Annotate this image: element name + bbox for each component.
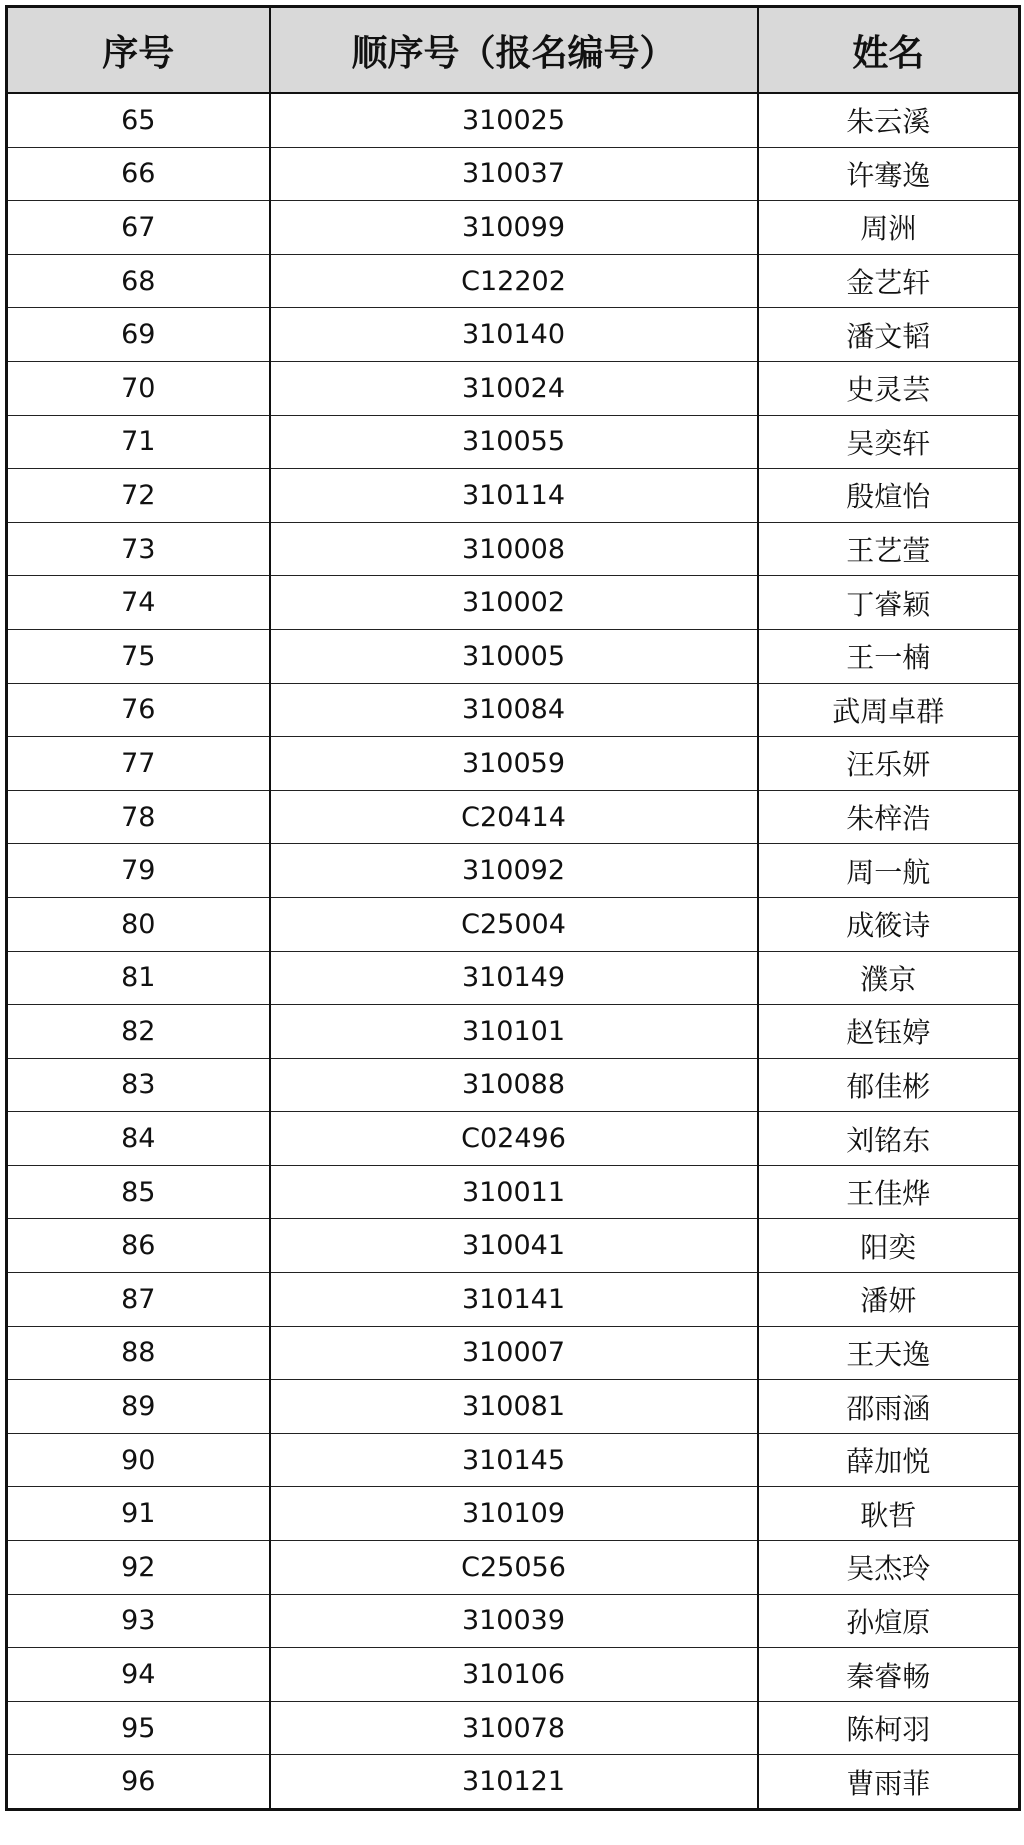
seq-cell: 67	[7, 201, 270, 255]
registration-id-cell: 310141	[270, 1273, 758, 1327]
name-cell: 周洲	[758, 201, 1020, 255]
table-row	[7, 1380, 1020, 1434]
registration-id-cell: 310008	[270, 522, 758, 576]
seq-cell: 94	[7, 1648, 270, 1702]
table-row	[7, 1433, 1020, 1487]
name-cell: 濮京	[758, 951, 1020, 1005]
table-row	[7, 415, 1020, 469]
table-row	[7, 1541, 1020, 1595]
registration-id-cell: 310055	[270, 415, 758, 469]
name-cell: 薛加悦	[758, 1433, 1020, 1487]
registration-id-cell: C20414	[270, 790, 758, 844]
name-cell: 潘妍	[758, 1273, 1020, 1327]
seq-cell: 79	[7, 844, 270, 898]
name-cell: 金艺轩	[758, 254, 1020, 308]
table-row	[7, 1165, 1020, 1219]
seq-cell: 84	[7, 1112, 270, 1166]
registration-id-cell: 310099	[270, 201, 758, 255]
seq-cell: 75	[7, 629, 270, 683]
name-cell: 周一航	[758, 844, 1020, 898]
name-cell: 王天逸	[758, 1326, 1020, 1380]
name-cell: 吴杰玲	[758, 1541, 1020, 1595]
seq-cell: 96	[7, 1755, 270, 1810]
seq-cell: 90	[7, 1433, 270, 1487]
name-cell: 武周卓群	[758, 683, 1020, 737]
name-cell: 丁睿颖	[758, 576, 1020, 630]
registration-id-cell: 310140	[270, 308, 758, 362]
table-row	[7, 93, 1020, 147]
name-cell: 王一楠	[758, 629, 1020, 683]
seq-cell: 89	[7, 1380, 270, 1434]
name-cell: 阳奕	[758, 1219, 1020, 1273]
registration-id-cell: 310024	[270, 361, 758, 415]
seq-cell: 88	[7, 1326, 270, 1380]
registration-id-cell: 310092	[270, 844, 758, 898]
table-row	[7, 1326, 1020, 1380]
table-row	[7, 308, 1020, 362]
registration-id-cell: 310037	[270, 147, 758, 201]
name-cell: 孙煊原	[758, 1594, 1020, 1648]
table-row	[7, 790, 1020, 844]
name-cell: 王佳烨	[758, 1165, 1020, 1219]
seq-cell: 72	[7, 469, 270, 523]
name-cell: 史灵芸	[758, 361, 1020, 415]
seq-cell: 69	[7, 308, 270, 362]
table-row	[7, 1701, 1020, 1755]
registration-id-cell: C25004	[270, 897, 758, 951]
table-row	[7, 1487, 1020, 1541]
table-row	[7, 1005, 1020, 1059]
seq-cell: 91	[7, 1487, 270, 1541]
table-row	[7, 1058, 1020, 1112]
seq-cell: 71	[7, 415, 270, 469]
seq-cell: 93	[7, 1594, 270, 1648]
name-cell: 刘铭东	[758, 1112, 1020, 1166]
table-row	[7, 1594, 1020, 1648]
name-cell: 朱云溪	[758, 93, 1020, 147]
table-row	[7, 1219, 1020, 1273]
name-cell: 秦睿畅	[758, 1648, 1020, 1702]
registration-id-cell: 310041	[270, 1219, 758, 1273]
seq-cell: 87	[7, 1273, 270, 1327]
table-row	[7, 897, 1020, 951]
registration-id-cell: 310106	[270, 1648, 758, 1702]
registration-id-cell: 310002	[270, 576, 758, 630]
seq-cell: 68	[7, 254, 270, 308]
table-row	[7, 683, 1020, 737]
registration-id-cell: 310011	[270, 1165, 758, 1219]
seq-cell: 66	[7, 147, 270, 201]
name-cell: 许骞逸	[758, 147, 1020, 201]
table-row	[7, 361, 1020, 415]
name-cell: 成筱诗	[758, 897, 1020, 951]
seq-cell: 81	[7, 951, 270, 1005]
registration-id-cell: 310059	[270, 737, 758, 791]
registration-id-cell: 310121	[270, 1755, 758, 1810]
table-row	[7, 147, 1020, 201]
header-row	[7, 7, 1020, 94]
registration-id-cell: 310078	[270, 1701, 758, 1755]
registration-id-cell: 310039	[270, 1594, 758, 1648]
seq-cell: 78	[7, 790, 270, 844]
header-registration-id: 顺序号（报名编号）	[270, 7, 758, 94]
table-row	[7, 522, 1020, 576]
registration-id-cell: 310114	[270, 469, 758, 523]
table-row	[7, 576, 1020, 630]
registration-id-cell: 310025	[270, 93, 758, 147]
seq-cell: 86	[7, 1219, 270, 1273]
table-row	[7, 469, 1020, 523]
registration-id-cell: 310007	[270, 1326, 758, 1380]
table-row	[7, 629, 1020, 683]
name-cell: 吴奕轩	[758, 415, 1020, 469]
registration-id-cell: C25056	[270, 1541, 758, 1595]
seq-cell: 77	[7, 737, 270, 791]
name-cell: 汪乐妍	[758, 737, 1020, 791]
seq-cell: 76	[7, 683, 270, 737]
seq-cell: 74	[7, 576, 270, 630]
registration-id-cell: 310109	[270, 1487, 758, 1541]
seq-cell: 85	[7, 1165, 270, 1219]
name-cell: 王艺萱	[758, 522, 1020, 576]
seq-cell: 92	[7, 1541, 270, 1595]
seq-cell: 95	[7, 1701, 270, 1755]
name-cell: 耿哲	[758, 1487, 1020, 1541]
table-row	[7, 737, 1020, 791]
seq-cell: 83	[7, 1058, 270, 1112]
registration-id-cell: C12202	[270, 254, 758, 308]
table-header	[7, 7, 1020, 94]
table-row	[7, 1112, 1020, 1166]
table-row	[7, 1755, 1020, 1810]
table-row	[7, 951, 1020, 1005]
name-cell: 陈柯羽	[758, 1701, 1020, 1755]
registration-id-cell: 310081	[270, 1380, 758, 1434]
seq-cell: 73	[7, 522, 270, 576]
header-name: 姓名	[758, 7, 1020, 94]
name-cell: 郁佳彬	[758, 1058, 1020, 1112]
name-cell: 赵钰婷	[758, 1005, 1020, 1059]
name-cell: 朱梓浩	[758, 790, 1020, 844]
registration-id-cell: 310005	[270, 629, 758, 683]
table-row	[7, 1648, 1020, 1702]
registration-id-cell: 310149	[270, 951, 758, 1005]
seq-cell: 65	[121, 104, 156, 136]
name-cell: 邵雨涵	[758, 1380, 1020, 1434]
table-row	[7, 1273, 1020, 1327]
seq-cell: 70	[7, 361, 270, 415]
seq-cell: 80	[7, 897, 270, 951]
table-row	[7, 844, 1020, 898]
registration-id-cell: 310101	[270, 1005, 758, 1059]
registration-id-cell: 310084	[270, 683, 758, 737]
roster-table	[5, 5, 1021, 1811]
table-row	[7, 254, 1020, 308]
name-cell: 曹雨菲	[758, 1755, 1020, 1810]
registration-id-cell: 310145	[270, 1433, 758, 1487]
name-cell: 殷煊怡	[758, 469, 1020, 523]
registration-id-cell: 310088	[270, 1058, 758, 1112]
header-seq: 序号	[7, 7, 270, 94]
table-body	[7, 93, 1020, 1810]
registration-id-cell: C02496	[270, 1112, 758, 1166]
table-row	[7, 201, 1020, 255]
seq-cell: 82	[7, 1005, 270, 1059]
name-cell: 潘文韬	[758, 308, 1020, 362]
